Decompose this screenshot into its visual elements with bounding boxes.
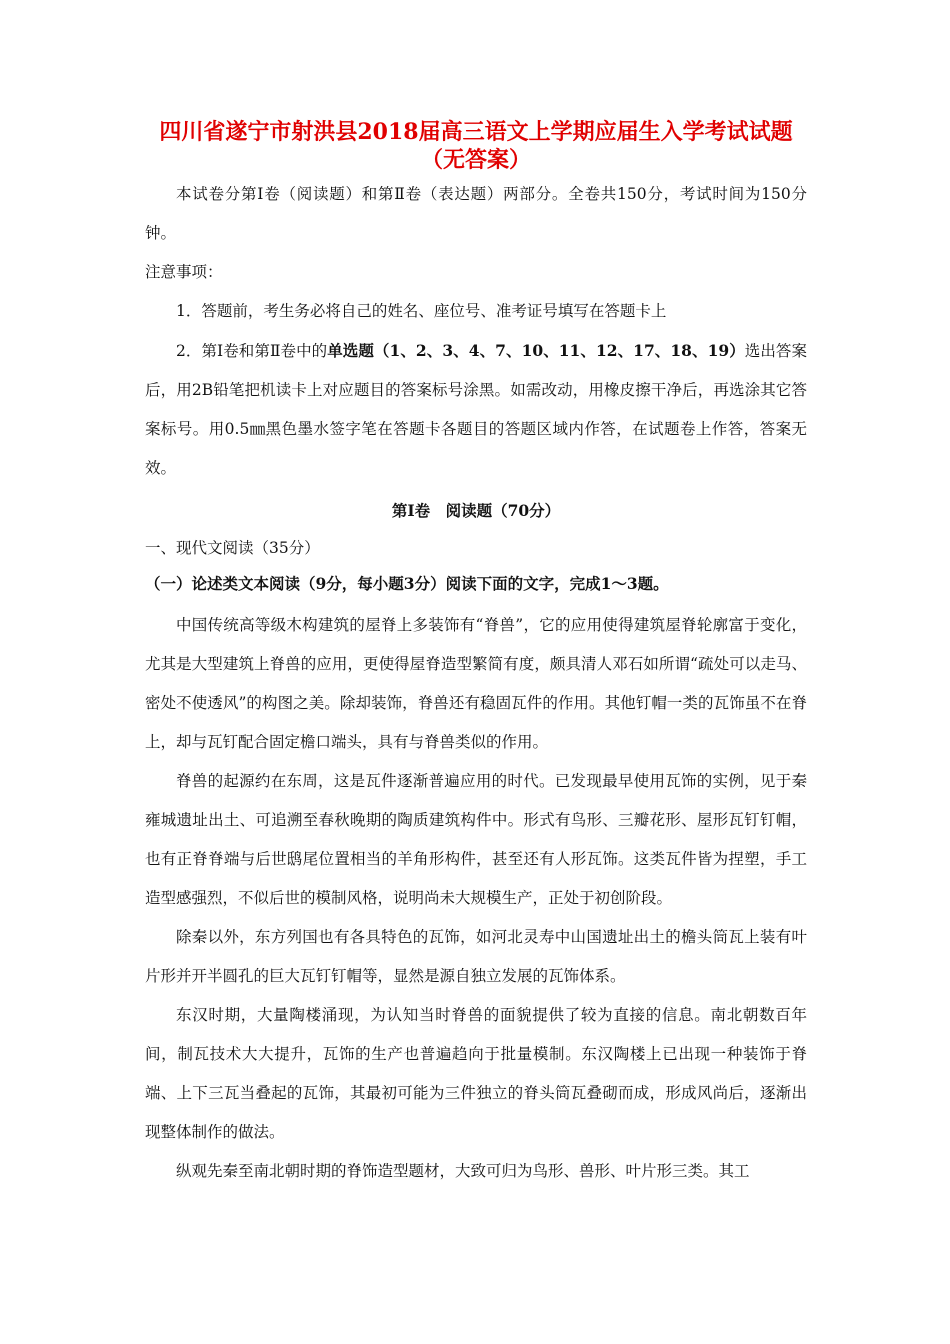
notice-heading: 注意事项： (145, 263, 223, 281)
notice-item-2-bold: 单选题（1、2、3、4、7、10、11、12、17、18、19） (327, 341, 745, 360)
exam-title-line2: （无答案） (420, 147, 531, 173)
intro-text: 本试卷分第Ⅰ卷（阅读题）和第Ⅱ卷（表达题）两部分。全卷共150分，考试时间为150分钟。 (145, 185, 807, 242)
body-paragraph-5: 纵观先秦至南北朝时期的脊饰造型题材，大致可归为鸟形、兽形、叶片形三类。其工 (176, 1162, 750, 1180)
body-paragraph-1: 中国传统高等级木构建筑的屋脊上多装饰有“脊兽”，它的应用使得建筑屋脊轮廓富于变化，尤其是大型建筑上脊兽的应用，更使得屋脊造型繁简有度，颇具清人邓石如所谓“疏处可以走马、密处不使透风”的构图之美。除却装饰，脊兽还有稳固瓦件的作用。其他钉帽一类的瓦饰虽不在脊上，却与瓦钉配合固定檐口端头，具有与脊兽类似的作用。 (145, 616, 807, 751)
part1-heading: 第Ⅰ卷 阅读题（70分） (391, 501, 561, 520)
exam-title-line1: 四川省遂宁市射洪县2018届高三语文上学期应届生入学考试试题 (159, 119, 793, 145)
body-paragraph-3: 除秦以外，东方列国也有各具特色的瓦饰，如河北灵寿中山国遗址出土的檐头筒瓦上装有叶片形并开半圆孔的巨大瓦钉钉帽等，显然是源自独立发展的瓦饰体系。 (145, 928, 807, 985)
notice-item-2-suffix: 选出答案后，用2B铅笔把机读卡上对应题目的答案标号涂黑。如需改动，用橡皮擦干净后，再选涂其它答案标号。用0.5㎜黑色墨水签字笔在答题卡各题目的答题区域内作答，在试题卷上作答，答案无效。 (145, 342, 807, 477)
notice-item-2 (145, 331, 807, 488)
exam-page (145, 118, 807, 1191)
body-paragraph-2: 脊兽的起源约在东周，这是瓦件逐渐普遍应用的时代。已发现最早使用瓦饰的实例，见于秦雍城遗址出土、可追溯至春秋晚期的陶质建筑构件中。形式有鸟形、三瓣花形、屋形瓦钉钉帽，也有正脊脊端与后世鸱尾位置相当的羊角形构件，甚至还有人形瓦饰。这类瓦件皆为捏塑，手工造型感强烈，不似后世的模制风格，说明尚未大规模生产，正处于初创阶段。 (145, 772, 807, 907)
subsection1-heading: （一）论述类文本阅读（9分，每小题3分）阅读下面的文字，完成1～3题。 (145, 574, 669, 593)
body-paragraph-4: 东汉时期，大量陶楼涌现，为认知当时脊兽的面貌提供了较为直接的信息。南北朝数百年间，制瓦技术大大提升，瓦饰的生产也普遍趋向于批量模制。东汉陶楼上已出现一种装饰于脊端、上下三瓦当叠起的瓦饰，其最初可能为三件独立的脊头筒瓦叠砌而成，形成风尚后，逐渐出现整体制作的做法。 (145, 1006, 807, 1141)
notice-item-1: 1．答题前，考生务必将自己的姓名、座位号、准考证号填写在答题卡上 (176, 302, 667, 320)
notice-item-2-prefix: 2．第Ⅰ卷和第Ⅱ卷中的 (176, 342, 328, 360)
section1-heading: 一、现代文阅读（35分） (145, 539, 320, 557)
